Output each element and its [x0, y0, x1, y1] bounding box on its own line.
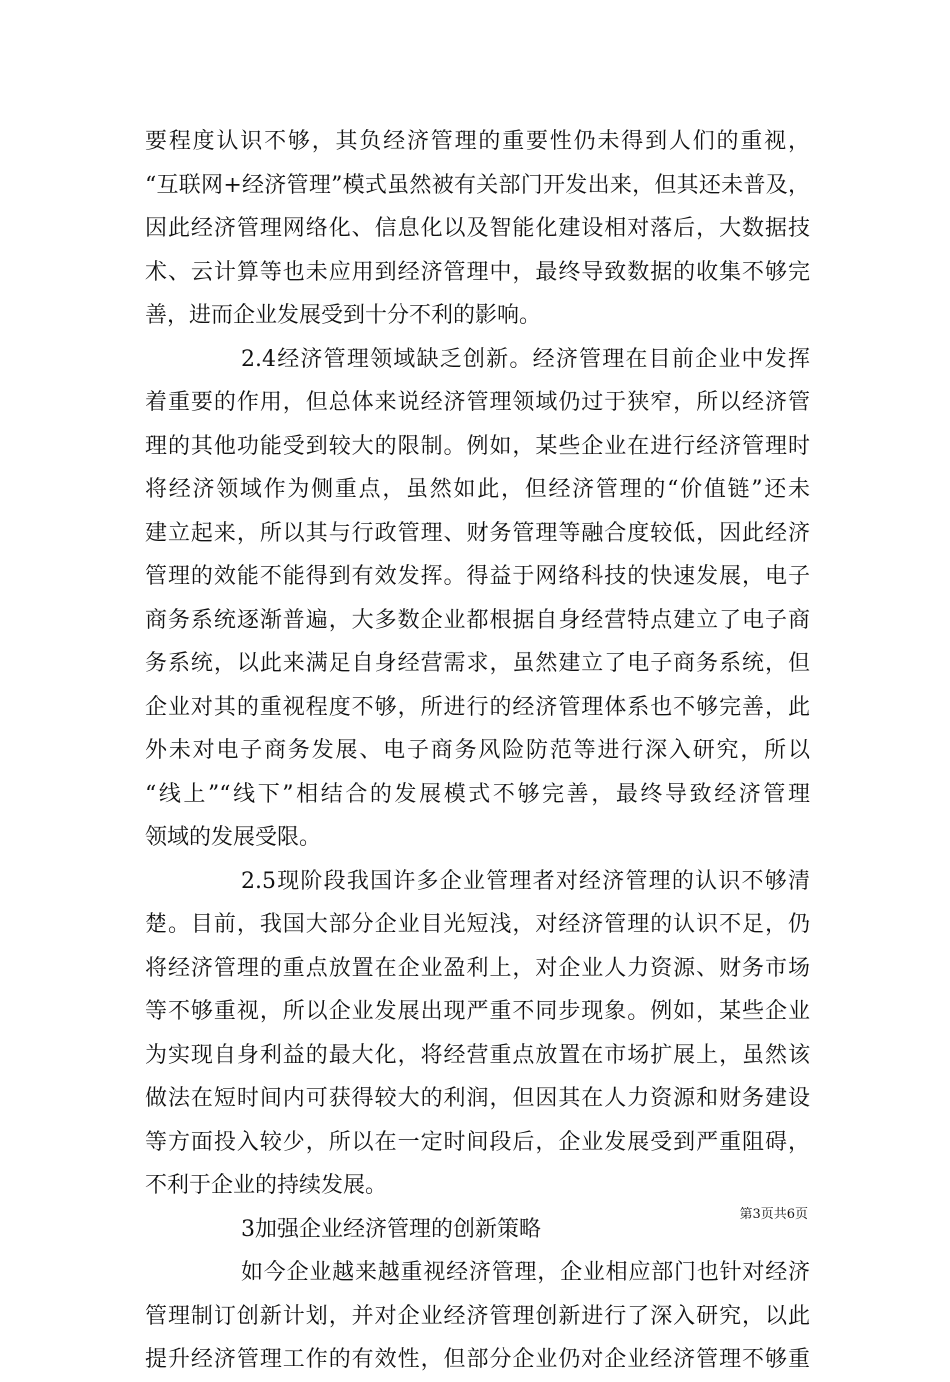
text-line: “互联网+经济管理”模式虽然被有关部门开发出来，但其还未普及， [145, 172, 810, 198]
text-line: 不利于企业的持续发展。 [145, 1173, 388, 1198]
text-line: 要程度认识不够，其负经济管理的重要性仍未得到人们的重视， [145, 129, 810, 154]
text-line: 管理制订创新计划，并对企业经济管理创新进行了深入研究，以此 [145, 1303, 810, 1329]
section-2-4-first-line: 2.4经济管理领域缺乏创新。经济管理在目前企业中发挥 [241, 346, 810, 372]
text-line: 将经济领域作为侧重点，虽然如此，但经济管理的“价值链”还未 [145, 477, 810, 502]
text-line: 将经济管理的重点放置在企业盈利上，对企业人力资源、财务市场 [145, 955, 810, 981]
text-line: “线上”“线下”相结合的发展模式不够完善，最终导致经济管理 [145, 781, 810, 807]
text-line: 领域的发展受限。 [145, 825, 322, 850]
text-line: 术、云计算等也未应用到经济管理中，最终导致数据的收集不够完 [145, 259, 810, 285]
text-line: 管理的效能不能得到有效发挥。得益于网络科技的快速发展，电子 [145, 564, 810, 589]
text-line: 提升经济管理工作的有效性，但部分企业仍对企业经济管理不够重 [145, 1347, 810, 1372]
page-number-footer: 第3页共6页 [739, 1207, 808, 1222]
text-line: 外未对电子商务发展、电子商务风险防范等进行深入研究，所以 [145, 738, 810, 763]
text-line: 做法在短时间内可获得较大的利润，但因其在人力资源和财务建设 [145, 1086, 810, 1111]
text-line: 企业对其的重视程度不够，所进行的经济管理体系也不够完善，此 [145, 694, 810, 720]
text-line: 等方面投入较少，所以在一定时间段后，企业发展受到严重阻碍， [145, 1129, 810, 1155]
text-line: 为实现自身利益的最大化，将经营重点放置在市场扩展上，虽然该 [145, 1042, 810, 1068]
text-line: 等不够重视，所以企业发展出现严重不同步现象。例如，某些企业 [145, 999, 810, 1024]
text-line: 务系统，以此来满足自身经营需求，虽然建立了电子商务系统，但 [145, 651, 810, 676]
text-line: 建立起来，所以其与行政管理、财务管理等融合度较低，因此经济 [145, 520, 810, 546]
text-line: 着重要的作用，但总体来说经济管理领域仍过于狭窄，所以经济管 [145, 390, 810, 415]
text-line: 楚。目前，我国大部分企业目光短浅，对经济管理的认识不足，仍 [145, 912, 810, 937]
text-line: 因此经济管理网络化、信息化以及智能化建设相对落后，大数据技 [145, 216, 810, 241]
section-3-heading: 3加强企业经济管理的创新策略 [241, 1216, 541, 1242]
text-line: 如今企业越来越重视经济管理，企业相应部门也针对经济 [241, 1260, 810, 1285]
section-2-5-first-line: 2.5现阶段我国许多企业管理者对经济管理的认识不够清 [241, 868, 810, 894]
body-text [145, 120, 810, 1382]
text-line: 善，进而企业发展受到十分不利的影响。 [145, 303, 542, 328]
text-line: 商务系统逐渐普遍，大多数企业都根据自身经营特点建立了电子商 [145, 607, 810, 633]
text-line: 理的其他功能受到较大的限制。例如，某些企业在进行经济管理时 [145, 433, 810, 459]
